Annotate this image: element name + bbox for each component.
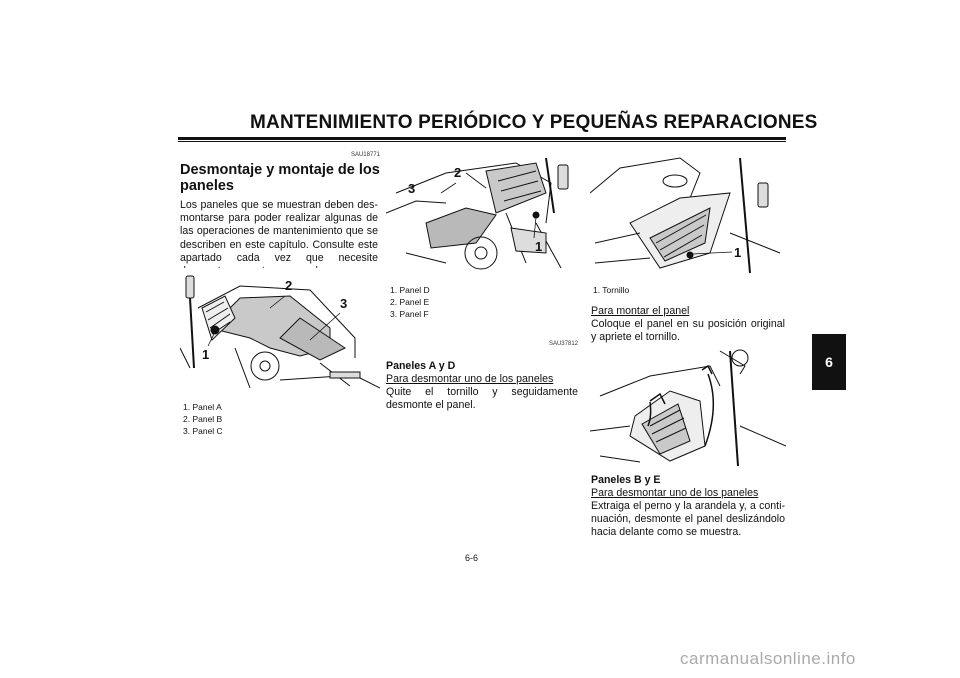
caption-item: 1. Panel A	[183, 402, 222, 412]
header-rule	[178, 137, 786, 140]
underline-heading: Para desmontar uno de los paneles	[591, 487, 759, 499]
caption-item: 3. Panel F	[390, 309, 429, 319]
underline-heading: Para desmontar uno de los paneles	[386, 373, 554, 385]
watermark: carmanualsonline.info	[680, 649, 856, 668]
callout-2: 2	[285, 278, 293, 293]
figure-panels-def	[386, 153, 580, 276]
caption-list-abc	[183, 401, 223, 437]
subheading-panels-a-d: Paneles A y D	[386, 360, 456, 372]
section-code: SAU37812	[548, 341, 578, 347]
subheading-panels-b-e: Paneles B y E	[591, 474, 661, 486]
callout-1: 1	[734, 245, 742, 260]
callout-3: 3	[408, 181, 416, 196]
caption-item: 3. Panel C	[183, 426, 223, 436]
figure-screw	[590, 153, 786, 277]
page-number: 6-6	[465, 553, 479, 563]
paragraph: Coloque el panel en su posición original y apriete el tornillo.	[591, 318, 785, 344]
caption-list-def	[390, 284, 430, 320]
caption-item: 2. Panel E	[390, 297, 430, 307]
caption-screw: 1. Tornillo	[593, 285, 630, 295]
header-rule-thin	[178, 141, 786, 142]
page-title: MANTENIMIENTO PERIÓDICO Y PEQUEÑAS REPARACIONES	[250, 112, 818, 133]
caption-item: 1. Panel D	[390, 285, 430, 295]
callout-3: 3	[340, 296, 348, 311]
section-code: SAU18771	[350, 152, 380, 158]
section-title: Desmontaje y montaje de los paneles	[180, 162, 380, 194]
callout-1: 1	[202, 347, 210, 362]
callout-2: 2	[454, 165, 462, 180]
callout-1: 1	[535, 239, 543, 254]
underline-heading: Para montar el panel	[591, 305, 690, 317]
chapter-tab[interactable]: 6	[812, 334, 846, 390]
paragraph: Quite el tornillo y seguidamente desmonte el panel.	[386, 386, 578, 412]
figure-panels-abc	[180, 268, 380, 394]
paragraph: Extraiga el perno y la arandela y, a conti-nuación, desmonte el panel deslizándolo hacia delante como se muestra.	[591, 500, 785, 539]
intro-paragraph: Los paneles que se muestran deben des-montarse para poder realizar algunas de las operaciones de mantenimiento que se describen en este capítulo. Consulte este apartado cada vez que necesite	[180, 199, 378, 264]
figure-panel-slide	[590, 346, 786, 470]
caption-item: 2. Panel B	[183, 414, 223, 424]
